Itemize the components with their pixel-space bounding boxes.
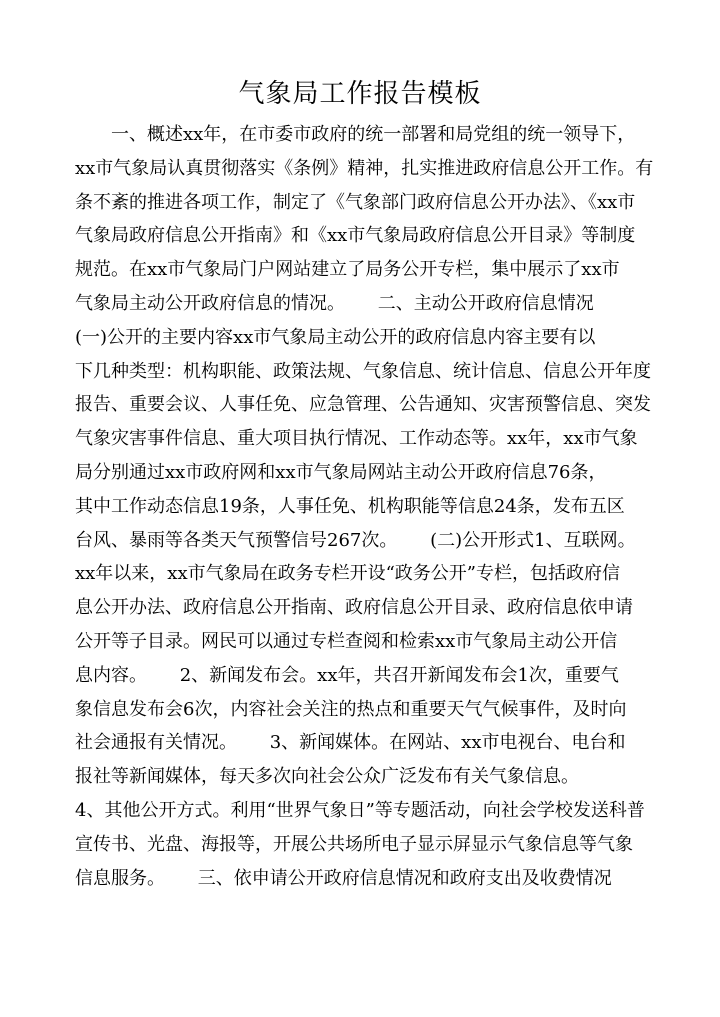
body-line: 宣传书、光盘、海报等，开展公共场所电子显示屏显示气象信息等气象 [75, 833, 633, 855]
body-line: 报告、重要会议、人事任免、应急管理、公告通知、灾害预警信息、突发 [75, 394, 651, 416]
body-line: (一)公开的主要内容xx市气象局主动公开的政府信息内容主要有以 [75, 326, 596, 348]
body-line: xx市气象局认真贯彻落实《条例》精神，扎实推进政府信息公开工作。有 [75, 157, 654, 179]
body-line: 气象局主动公开政府信息的情况。 二、主动公开政府信息情况 [75, 292, 594, 314]
body-line: 息公开办法、政府信息公开指南、政府信息公开目录、政府信息依申请 [75, 597, 633, 619]
document-body [75, 118, 665, 895]
body-line: 条不紊的推进各项工作，制定了《气象部门政府信息公开办法》、《xx市 [75, 191, 636, 213]
body-line: xx年以来，xx市气象局在政务专栏开设“政务公开”专栏，包括政府信 [75, 563, 621, 585]
body-line: 气象局政府信息公开指南》和《xx市气象局政府信息公开目录》等制度 [75, 225, 636, 247]
body-line: 下几种类型：机构职能、政策法规、气象信息、统计信息、信息公开年度 [75, 360, 651, 382]
body-line: 信息服务。 三、依申请公开政府信息情况和政府支出及收费情况 [75, 867, 612, 889]
body-line: 一、概述xx年，在市委市政府的统一部署和局党组的统一领导下， [75, 124, 636, 145]
body-line: 4、其他公开方式。利用“世界气象日”等专题活动，向社会学校发送科普 [75, 799, 645, 821]
body-line: 气象灾害事件信息、重大项目执行情况、工作动态等。xx年，xx市气象 [75, 428, 638, 450]
body-line: 公开等子目录。网民可以通过专栏查阅和检索xx市气象局主动公开信 [75, 630, 618, 652]
body-line: 其中工作动态信息19条，人事任免、机构职能等信息24条，发布五区 [75, 495, 625, 517]
document-title: 气象局工作报告模板 [238, 79, 482, 109]
body-line: 台风、暴雨等各类天气预警信号267次。 (二)公开形式1、互联网。 [75, 529, 636, 551]
body-line: 规范。在xx市气象局门户网站建立了局务公开专栏，集中展示了xx市 [75, 259, 620, 281]
body-line: 息内容。 2、新闻发布会。xx年，共召开新闻发布会1次，重要气 [75, 664, 619, 686]
body-line: 象信息发布会6次，内容社会关注的热点和重要天气气候事件，及时向 [75, 698, 627, 720]
body-line: 社会通报有关情况。 3、新闻媒体。在网站、xx市电视台、电台和 [75, 732, 626, 754]
body-line: 局分别通过xx市政府网和xx市气象局网站主动公开政府信息76条， [75, 461, 607, 483]
body-line: 报社等新闻媒体，每天多次向社会公众广泛发布有关气象信息。 [75, 766, 579, 788]
